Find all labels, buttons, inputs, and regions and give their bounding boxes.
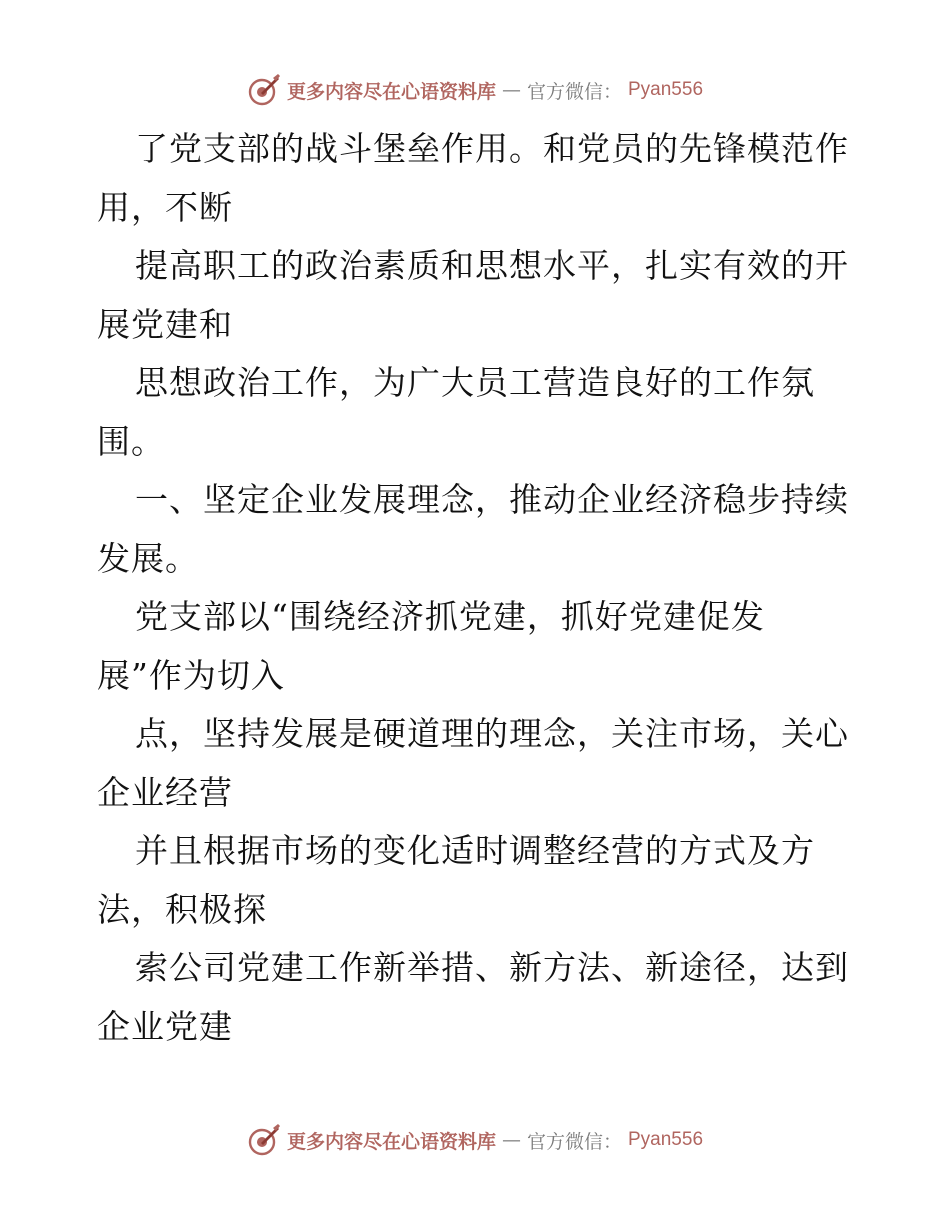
separator: — — [501, 1129, 521, 1151]
paragraph-line: 展”作为切入 — [97, 655, 285, 695]
separator: — — [501, 79, 521, 101]
paragraph-line: 围。 — [97, 421, 165, 461]
wechat-label: 官方微信： — [526, 1130, 622, 1153]
paragraph-line: 思想政治工作，为广大员工营造良好的工作氛 — [135, 363, 815, 402]
header-banner — [0, 70, 950, 110]
pen-logo-icon — [247, 1123, 281, 1157]
section-heading-line: 一、坚定企业发展理念，推动企业经济稳步持续 — [135, 480, 849, 519]
pen-logo-icon — [247, 73, 281, 107]
paragraph-line: 提高职工的政治素质和思想水平，扎实有效的开 — [135, 246, 849, 285]
paragraph-line: 点，坚持发展是硬道理的理念，关注市场，关心 — [135, 714, 849, 753]
footer-banner — [0, 1120, 950, 1160]
wechat-label: 官方微信： — [526, 80, 622, 103]
section-heading-line: 发展。 — [97, 538, 199, 578]
paragraph-line: 展党建和 — [97, 304, 233, 344]
promo-text: 更多内容尽在心语资料库 — [286, 1130, 496, 1153]
paragraph-line: 用，不断 — [97, 187, 233, 227]
paragraph-line: 索公司党建工作新举措、新方法、新途径，达到 — [135, 948, 849, 987]
wechat-id: Pyan556 — [628, 79, 704, 100]
paragraph-line: 党支部以“围绕经济抓党建，抓好党建促发 — [135, 597, 765, 636]
promo-text: 更多内容尽在心语资料库 — [286, 80, 496, 103]
wechat-id: Pyan556 — [628, 1129, 704, 1150]
paragraph-line: 并且根据市场的变化适时调整经营的方式及方 — [135, 831, 815, 870]
paragraph-line: 法，积极探 — [97, 889, 267, 929]
paragraph-line: 了党支部的战斗堡垒作用。和党员的先锋模范作 — [135, 129, 849, 168]
paragraph-line: 企业经营 — [97, 772, 233, 812]
document-body — [97, 120, 867, 1056]
paragraph-line: 企业党建 — [97, 1006, 233, 1046]
